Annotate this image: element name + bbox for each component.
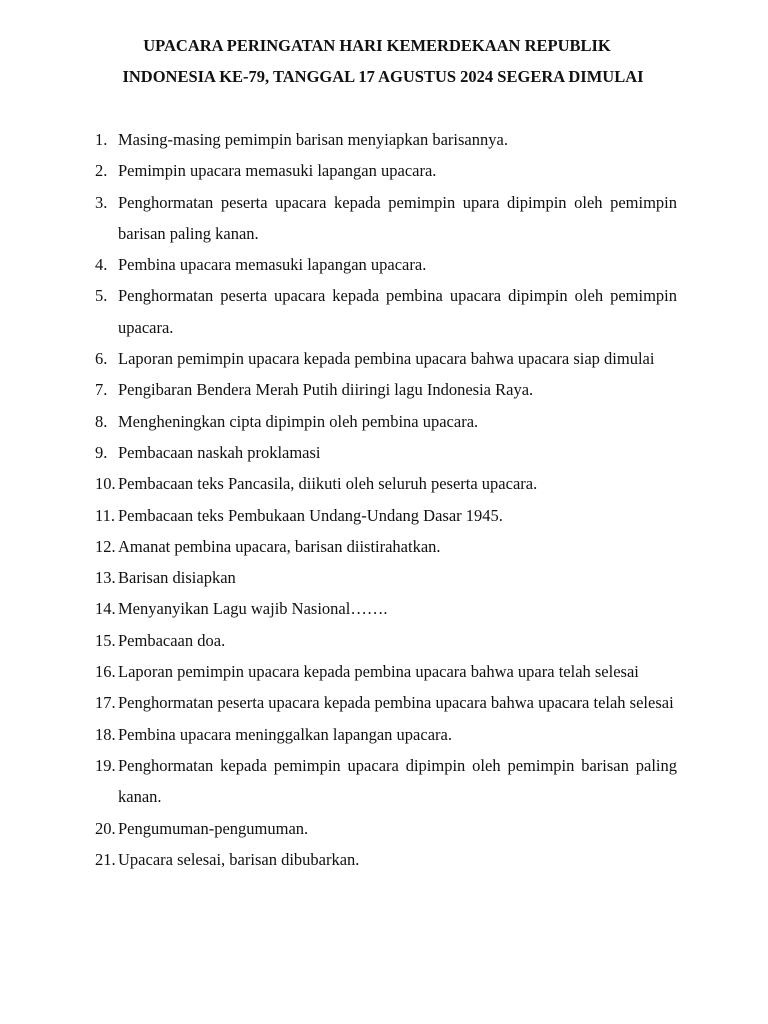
document-title-line-2: INDONESIA KE-79, TANGGAL 17 AGUSTUS 2024 SEGERA DIMULAI xyxy=(122,67,644,86)
item-text: Upacara selesai, barisan dibubarkan. xyxy=(118,849,360,869)
item-text: Laporan pemimpin upacara kepada pembina upacara bahwa upacara siap dimulai xyxy=(118,349,655,369)
item-number: 17. xyxy=(95,693,116,713)
item-number: 16. xyxy=(95,662,116,682)
list-item xyxy=(0,593,768,624)
item-text: Pembina upacara meninggalkan lapangan upacara. xyxy=(118,724,452,744)
document-title-line-1: UPACARA PERINGATAN HARI KEMERDEKAAN REPUBLIK xyxy=(143,36,611,55)
item-number: 13. xyxy=(95,568,116,588)
list-item xyxy=(0,500,768,531)
list-item xyxy=(0,187,768,250)
item-text: Penghormatan peserta upacara kepada pembina upacara bahwa upacara telah selesai xyxy=(118,693,674,713)
item-text: Penghormatan peserta upacara kepada pemimpin upara dipimpin oleh pemimpin barisan paling kanan. xyxy=(118,192,677,243)
list-item xyxy=(0,124,768,155)
item-text: Pembacaan doa. xyxy=(118,630,226,650)
item-text: Pengibaran Bendera Merah Putih diiringi lagu Indonesia Raya. xyxy=(118,380,534,400)
item-number: 5. xyxy=(95,286,108,306)
item-number: 20. xyxy=(95,818,116,838)
item-text: Mengheningkan cipta dipimpin oleh pembina upacara. xyxy=(118,411,479,431)
item-text: Pembacaan teks Pembukaan Undang-Undang Dasar 1945. xyxy=(118,505,503,525)
list-item xyxy=(0,155,768,186)
list-item xyxy=(0,249,768,280)
list-item xyxy=(0,719,768,750)
item-number: 18. xyxy=(95,724,116,744)
item-number: 3. xyxy=(95,192,108,212)
list-item xyxy=(0,343,768,374)
item-text: Pengumuman-pengumuman. xyxy=(118,818,309,838)
list-item xyxy=(0,687,768,718)
item-number: 19. xyxy=(95,755,116,775)
item-number: 2. xyxy=(95,161,108,181)
item-text: Pembina upacara memasuki lapangan upacara. xyxy=(118,255,427,275)
item-text: Barisan disiapkan xyxy=(118,568,236,588)
list-item xyxy=(0,562,768,593)
list-item xyxy=(0,844,768,875)
list-item xyxy=(0,468,768,499)
item-text: Menyanyikan Lagu wajib Nasional……. xyxy=(118,599,388,619)
item-text: Pembacaan teks Pancasila, diikuti oleh seluruh peserta upacara. xyxy=(118,474,538,494)
item-text: Laporan pemimpin upacara kepada pembina upacara bahwa upara telah selesai xyxy=(118,662,639,682)
item-text: Amanat pembina upacara, barisan diistirahatkan. xyxy=(118,536,441,556)
list-item xyxy=(0,531,768,562)
ceremony-agenda-list xyxy=(0,124,768,875)
item-number: 6. xyxy=(95,349,108,369)
item-text: Pembacaan naskah proklamasi xyxy=(118,442,321,462)
list-item xyxy=(0,813,768,844)
item-number: 8. xyxy=(95,411,108,431)
item-number: 15. xyxy=(95,630,116,650)
list-item xyxy=(0,374,768,405)
item-number: 21. xyxy=(95,849,116,869)
item-number: 10. xyxy=(95,474,116,494)
item-text: Pemimpin upacara memasuki lapangan upacara. xyxy=(118,161,437,181)
item-text: Penghormatan peserta upacara kepada pembina upacara dipimpin oleh pemimpin upacara. xyxy=(118,286,677,337)
item-number: 11. xyxy=(95,505,116,525)
item-number: 4. xyxy=(95,255,108,275)
item-number: 14. xyxy=(95,599,116,619)
list-item xyxy=(0,406,768,437)
item-number: 12. xyxy=(95,536,116,556)
item-number: 9. xyxy=(95,442,108,462)
list-item xyxy=(0,750,768,813)
item-number: 1. xyxy=(95,130,108,149)
list-item xyxy=(0,437,768,468)
item-text: Penghormatan kepada pemimpin upacara dipimpin oleh pemimpin barisan paling kanan. xyxy=(118,755,677,807)
item-number: 7. xyxy=(95,380,108,400)
list-item xyxy=(0,656,768,687)
item-text: Masing-masing pemimpin barisan menyiapkan barisannya. xyxy=(118,130,508,149)
list-item xyxy=(0,280,768,343)
list-item xyxy=(0,625,768,656)
